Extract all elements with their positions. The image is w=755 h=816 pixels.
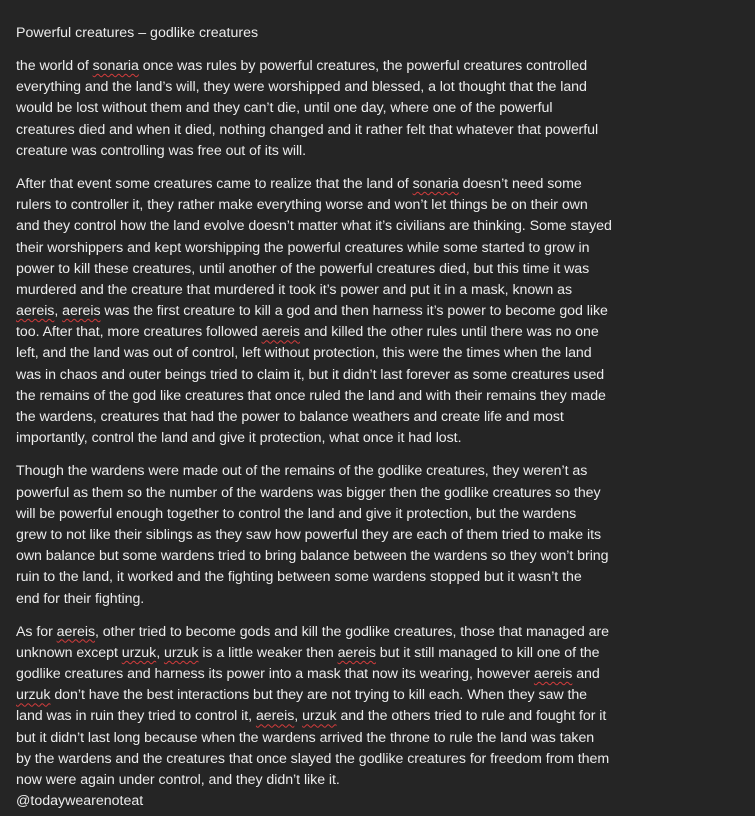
- text-line: [16, 56, 751, 77]
- text-run: doesn’t need some: [458, 175, 582, 192]
- text-run: power to kill these creatures, until another of the powerful creatures died, but this time it was: [16, 260, 590, 277]
- text-run: grew to not like their siblings as they saw how powerful they are each of them tried to make its: [16, 526, 602, 543]
- text-run: and they control how the land evolve doesn’t matter what it’s civilians are thinking. Some stayed: [16, 218, 612, 235]
- paragraphs-container: [16, 56, 751, 791]
- text-run: too. After that, more creatures followed: [16, 324, 262, 341]
- text-run: and killed the other rules until there was no one: [299, 324, 599, 341]
- text-run: Though the wardens were made out of the remains of the godlike creatures, they weren’t as: [16, 463, 588, 480]
- text-line: [16, 216, 751, 237]
- text-run: would be lost without them and they can’t die, until one day, where one of the powerful: [16, 100, 553, 117]
- misspelled-word[interactable]: sonaria: [92, 58, 139, 74]
- text-line: [16, 322, 751, 343]
- text-run: but it still managed to kill one of the: [375, 644, 600, 661]
- misspelled-word[interactable]: aereis: [533, 666, 573, 683]
- misspelled-word[interactable]: aereis: [337, 644, 376, 661]
- text-run: godlike creatures and harness its power into a mask that now its wearing, however: [16, 666, 534, 683]
- text-line: [16, 589, 751, 610]
- text-run: the wardens, creatures that had the power to balance weathers and create life and most: [16, 409, 564, 425]
- paragraph-2: [16, 174, 751, 449]
- text-run: murdered and the creature that murdered it took it’s power and put it in a mask, known as: [16, 281, 572, 298]
- misspelled-word[interactable]: aereis: [16, 303, 55, 320]
- text-run: was the first creature to kill a god and then harness it’s power to become god like: [100, 303, 608, 320]
- text-line: [16, 301, 751, 322]
- text-run: was in chaos and outer beings tried to claim it, but it didn’t last forever as some creatures used: [16, 366, 605, 383]
- text-run: After that event some creatures came to realize that the land of: [16, 175, 413, 192]
- text-run: will be powerful enough together to control the land and give it protection, but the wardens: [16, 505, 577, 522]
- misspelled-word[interactable]: aereis: [56, 623, 95, 640]
- misspelled-word[interactable]: aereis: [261, 324, 300, 341]
- text-run: land was in ruin they tried to control it,: [16, 708, 256, 725]
- text-run: is a little weaker then: [198, 644, 338, 661]
- text-run: , other tried to become gods and kill the godlike creatures, those that managed are: [95, 623, 610, 640]
- signature: @todaywearenoteat: [16, 793, 144, 810]
- text-line: [16, 365, 751, 386]
- text-run: end for their fighting.: [16, 590, 145, 607]
- text-run: rulers to controller it, they rather make everything worse and won’t let things be on their own: [16, 197, 588, 214]
- paragraph-3: [16, 461, 751, 609]
- text-line: [16, 685, 751, 706]
- text-run: everything and the land’s will, they were worshipped and blessed, a lot thought that the land: [16, 79, 587, 96]
- text-line: [16, 141, 751, 162]
- text-line: [16, 504, 751, 525]
- text-line: [16, 343, 751, 364]
- misspelled-word[interactable]: urzuk: [163, 644, 199, 661]
- text-run: ,: [156, 644, 164, 661]
- text-run: creature was controlling was free out of its will.: [16, 142, 307, 159]
- misspelled-word[interactable]: urzuk: [121, 644, 157, 661]
- text-run: now were again under control, and they didn’t like it.: [16, 772, 340, 788]
- text-line: [16, 428, 751, 449]
- text-run: ,: [294, 708, 303, 725]
- document-body[interactable]: [16, 23, 751, 812]
- text-line: [16, 567, 751, 588]
- text-line: [16, 77, 751, 98]
- text-run: powerful as them so the number of the wardens was bigger then the godlike creatures so they: [16, 484, 601, 501]
- text-run: the remains of the god like creatures that once ruled the land and with their remains they made: [16, 387, 606, 404]
- text-run: creatures died and when it died, nothing changed and it rather felt that whatever that powerful: [16, 121, 599, 138]
- misspelled-word[interactable]: sonaria: [412, 175, 459, 192]
- text-line: [16, 259, 751, 280]
- text-line: [16, 386, 751, 407]
- text-run: and: [572, 666, 600, 683]
- text-line: [16, 643, 751, 664]
- misspelled-word[interactable]: urzuk: [302, 708, 337, 725]
- text-line: [16, 407, 751, 428]
- text-line: [16, 770, 751, 791]
- text-run: ,: [54, 303, 63, 320]
- text-run: own balance but some wardens tried to bring balance between the wardens so they won’t bring: [16, 548, 609, 565]
- text-line: [16, 483, 751, 504]
- text-run: the world of: [16, 58, 93, 74]
- text-line: [16, 98, 751, 119]
- paragraph-1: [16, 56, 751, 162]
- text-line: [16, 706, 751, 727]
- text-line: [16, 120, 751, 141]
- text-run: once was rules by powerful creatures, the powerful creatures controlled: [138, 58, 588, 74]
- text-run: As for: [16, 623, 57, 640]
- text-line: [16, 749, 751, 770]
- text-run: their worshippers and kept worshipping the powerful creatures while some started to grow in: [16, 239, 590, 256]
- document-title: Powerful creatures – godlike creatures: [16, 25, 259, 41]
- paragraph-4: [16, 622, 751, 792]
- text-run: don’t have the best interactions but they are not trying to kill each. When they saw the: [50, 687, 588, 704]
- text-line: [16, 546, 751, 567]
- text-line: [16, 622, 751, 643]
- text-run: importantly, control the land and give it protection, what once it had lost.: [16, 430, 462, 447]
- text-line: [16, 280, 751, 301]
- text-run: by the wardens and the creatures that once slayed the godlike creatures for freedom from them: [16, 750, 610, 767]
- text-line: [16, 461, 751, 482]
- text-line: [16, 174, 751, 195]
- misspelled-word[interactable]: aereis: [62, 303, 101, 320]
- text-line: [16, 195, 751, 216]
- text-line: [16, 664, 751, 685]
- text-run: unknown except: [16, 644, 122, 661]
- text-run: but it didn’t last long because when the wardens arrived the throne to rule the land was taken: [16, 729, 595, 746]
- misspelled-word[interactable]: urzuk: [16, 687, 51, 704]
- text-line: [16, 525, 751, 546]
- text-run: left, and the land was out of control, left without protection, this were the times when the land: [16, 345, 592, 362]
- text-run: and the others tried to rule and fought for it: [336, 708, 607, 725]
- text-line: [16, 238, 751, 259]
- text-line: [16, 728, 751, 749]
- text-run: ruin to the land, it worked and the fighting between some wardens stopped but it wasn’t the: [16, 569, 582, 586]
- misspelled-word[interactable]: aereis: [255, 708, 295, 725]
